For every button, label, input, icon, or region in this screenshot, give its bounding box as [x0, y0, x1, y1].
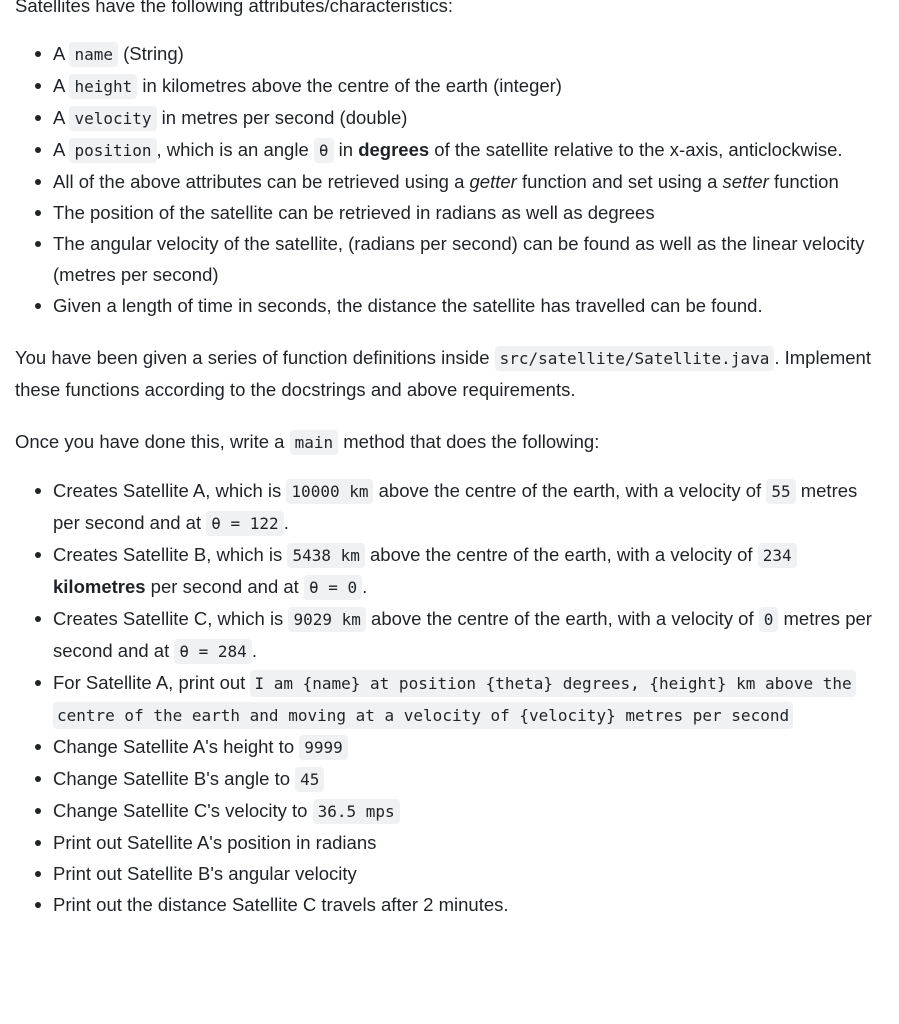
code-name: name	[69, 42, 118, 67]
list-item-position: A position , which is an angle θ in degrees of the satellite relative to the x-axis, anticlockwise.	[53, 134, 885, 166]
list-item-change-angle: Change Satellite B's angle to 45	[53, 763, 885, 795]
list-item-change-height: Change Satellite A's height to 9999	[53, 731, 885, 763]
list-item-satellite-c: Creates Satellite C, which is 9029 km above the centre of the earth, with a velocity of 0 metres per second and at θ = 284 .	[53, 603, 885, 667]
steps-list	[15, 475, 885, 920]
list-item-angular-velocity: The angular velocity of the satellite, (radians per second) can be found as well as the linear velocity (metres per second)	[53, 228, 885, 290]
list-item-radians: The position of the satellite can be retrieved in radians as well as degrees	[53, 197, 885, 228]
given-paragraph: You have been given a series of function definitions inside src/satellite/Satellite.java . Implement these functions according to the docstrings and above requirements.	[15, 347, 871, 400]
list-item-satellite-b: Creates Satellite B, which is 5438 km above the centre of the earth, with a velocity of 234 kilometres per second and at θ = 0 .	[53, 539, 885, 603]
list-item-height: A height in kilometres above the centre of the earth (integer)	[53, 70, 885, 102]
bold-degrees: degrees	[358, 139, 430, 160]
code-velocity: velocity	[69, 106, 156, 131]
attributes-list	[15, 38, 885, 321]
list-item-getter-setter: All of the above attributes can be retrieved using a getter function and set using a setter function	[53, 166, 885, 197]
intro-paragraph: Satellites have the following attributes/characteristics:	[15, 0, 454, 16]
list-item-name: A name (String)	[53, 38, 885, 70]
code-theta: θ	[314, 138, 334, 163]
code-print-format: I am {name} at position {theta} degrees, {height} km above the centre of the earth and moving at a velocity of {velocity} metres per second	[53, 670, 856, 729]
list-item-print-satellite-a: For Satellite A, print out I am {name} at position {theta} degrees, {height} km above the centre of the earth and moving at a velocity of {velocity} metres per second	[53, 667, 885, 731]
code-main: main	[290, 430, 339, 455]
main-intro-paragraph: Once you have done this, write a main method that does the following:	[15, 426, 885, 458]
italic-getter: getter	[469, 171, 517, 192]
code-file-path: src/satellite/Satellite.java	[495, 346, 775, 371]
list-item-satellite-a: Creates Satellite A, which is 10000 km above the centre of the earth, with a velocity of 55 metres per second and at θ = 122 .	[53, 475, 885, 539]
list-item-velocity: A velocity in metres per second (double)	[53, 102, 885, 134]
code-height: height	[69, 74, 137, 99]
list-item-print-radians: Print out Satellite A's position in radians	[53, 827, 885, 858]
italic-setter: setter	[722, 171, 769, 192]
list-item-distance: Given a length of time in seconds, the distance the satellite has travelled can be found.	[53, 290, 885, 321]
list-item-print-distance: Print out the distance Satellite C travels after 2 minutes.	[53, 889, 885, 920]
code-position: position	[69, 138, 156, 163]
bold-kilometres: kilometres	[53, 576, 146, 597]
list-item-print-angular: Print out Satellite B's angular velocity	[53, 858, 885, 889]
list-item-change-velocity: Change Satellite C's velocity to 36.5 mps	[53, 795, 885, 827]
